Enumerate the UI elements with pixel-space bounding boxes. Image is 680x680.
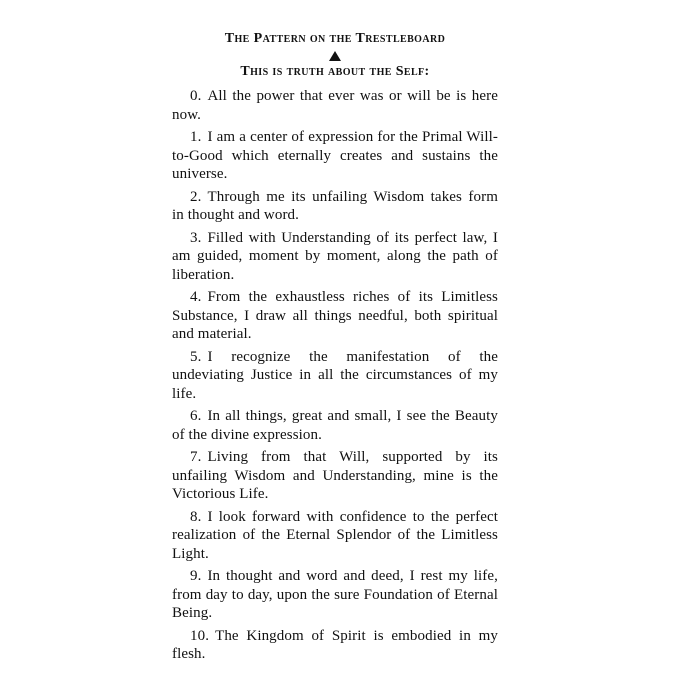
statement-number: 8. [190,508,202,525]
statement-text: I recognize the manifestation of the undeviating Justice in all the circumstances of my life. [172,348,498,402]
statement-item [172,348,498,404]
statement-number: 10. [190,627,210,644]
trestleboard-card [172,30,498,668]
statement-text: Through me its unfailing Wisdom takes form in thought and word. [172,188,498,223]
statement-text: In thought and word and deed, I rest my life, from day to day, upon the sure Foundation of Eternal Being. [172,568,498,621]
statement-item [172,407,498,444]
statement-number: 9. [190,568,202,584]
statement-number: 7. [190,449,202,465]
statement-number: 4. [190,289,202,305]
statement-number: 1. [190,129,202,145]
triangle-icon [329,51,341,61]
statement-item [172,229,498,285]
statement-item [172,508,498,564]
statement-number: 2. [190,188,202,205]
statement-item [172,448,498,504]
statement-text: Living from that Will, supported by its unfailing Wisdom and Understanding, mine is the Victorious Life. [172,449,498,502]
statement-text: From the exhaustless riches of its Limitless Substance, I draw all things needful, both spiritual and material. [172,289,498,342]
statement-item [172,188,498,225]
statement-text: I am a center of expression for the Primal Will-to-Good which eternally creates and sustains the universe. [172,129,498,182]
statement-number: 3. [190,229,202,246]
statement-item [172,288,498,344]
statement-number: 0. [190,88,202,104]
statement-number: 6. [190,408,202,424]
statement-text: Filled with Understanding of its perfect law, I am guided, moment by moment, along the path of liberation. [172,229,498,283]
statement-text: I look forward with confidence to the perfect realization of the Eternal Splendor of the Limitless Light. [172,508,498,562]
document-subtitle: This is truth about the Self: [240,64,430,79]
statement-text: The Kingdom of Spirit is embodied in my flesh. [172,627,498,662]
statement-text: All the power that ever was or will be is here now. [172,88,498,123]
statement-number: 5. [190,348,202,365]
statement-text: In all things, great and small, I see the Beauty of the divine expression. [172,408,498,443]
statement-item [172,87,498,124]
statement-item [172,128,498,184]
statement-list [172,87,498,664]
statement-item [172,627,498,664]
statement-item [172,567,498,623]
document-title: The Pattern on the Trestleboard [224,31,446,46]
